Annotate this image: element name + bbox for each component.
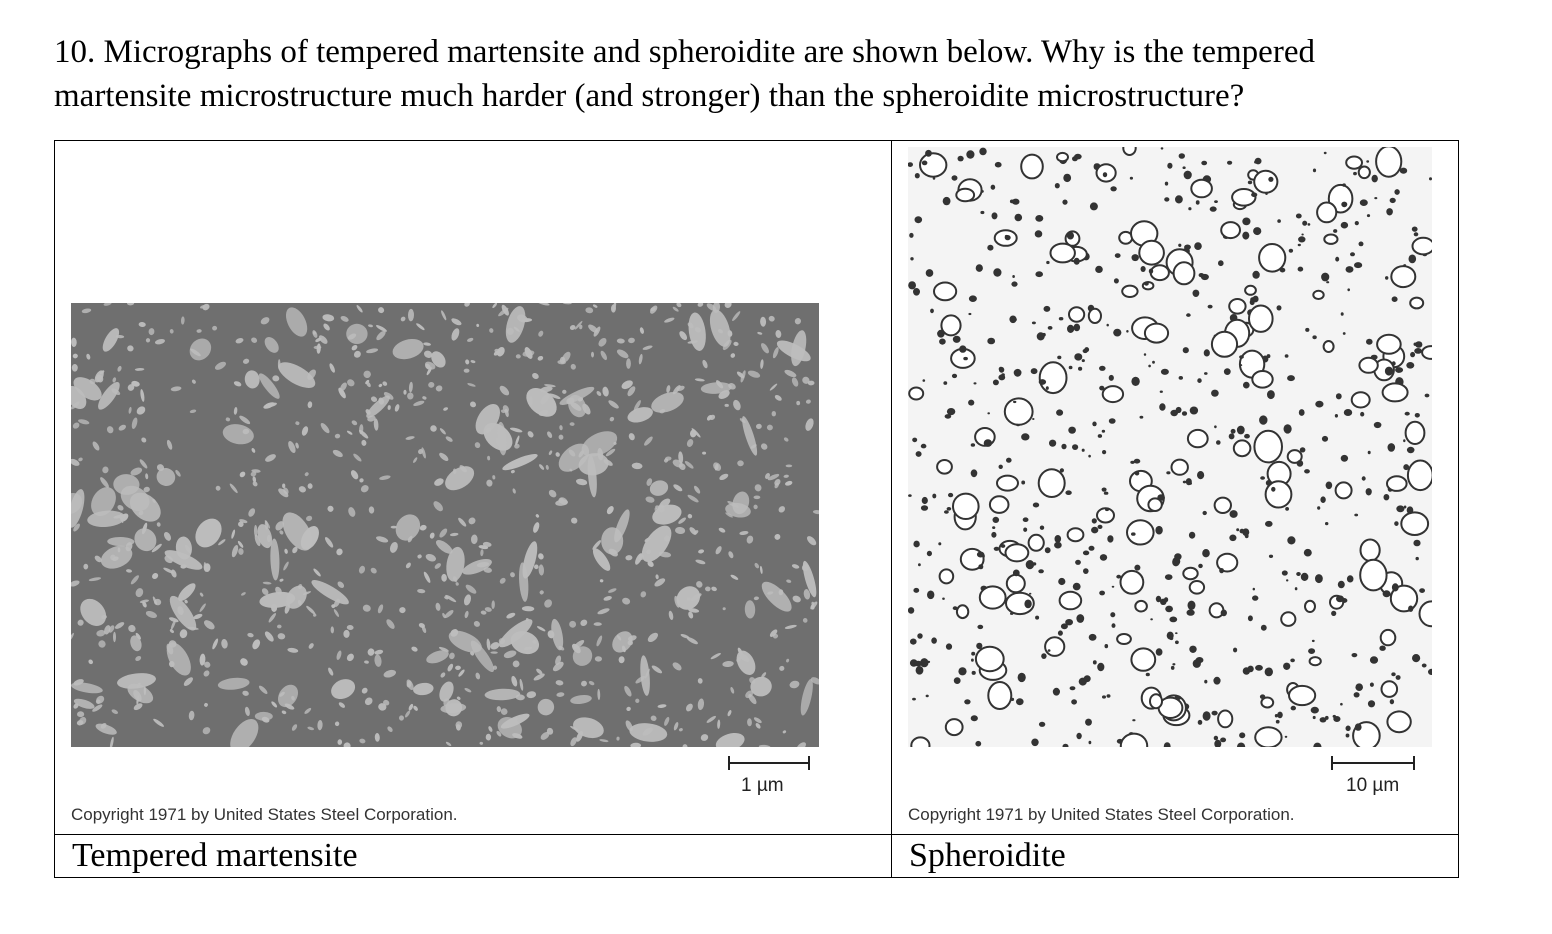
scale-label-1um: 1 µm: [741, 775, 784, 796]
question-text: [54, 30, 1494, 118]
caption-cell-right: [892, 835, 1459, 878]
question-line-2: martensite microstructure much harder (and stronger) than the spheroidite microstructure?: [54, 78, 1245, 114]
question-line-1: 10. Micrographs of tempered martensite and spheroidite are shown below. Why is the tempered: [54, 34, 1315, 70]
caption-cell-left: [55, 835, 892, 878]
caption-tempered-martensite: Tempered martensite: [72, 837, 358, 874]
scale-bar-10um: [1328, 753, 1420, 773]
micrograph-table: [54, 140, 1459, 878]
copyright-left: Copyright 1971 by United States Steel Corporation.: [71, 805, 458, 824]
spheroidite-cell: [892, 141, 1459, 835]
scale-label-10um: 10 µm: [1346, 775, 1400, 796]
scale-bar-1um: [725, 753, 815, 773]
spheroidite-micrograph: [908, 147, 1432, 747]
tempered-martensite-cell: [55, 141, 892, 835]
copyright-right: Copyright 1971 by United States Steel Corporation.: [908, 805, 1295, 824]
tempered-martensite-micrograph: [71, 303, 819, 747]
caption-spheroidite: Spheroidite: [909, 837, 1066, 874]
